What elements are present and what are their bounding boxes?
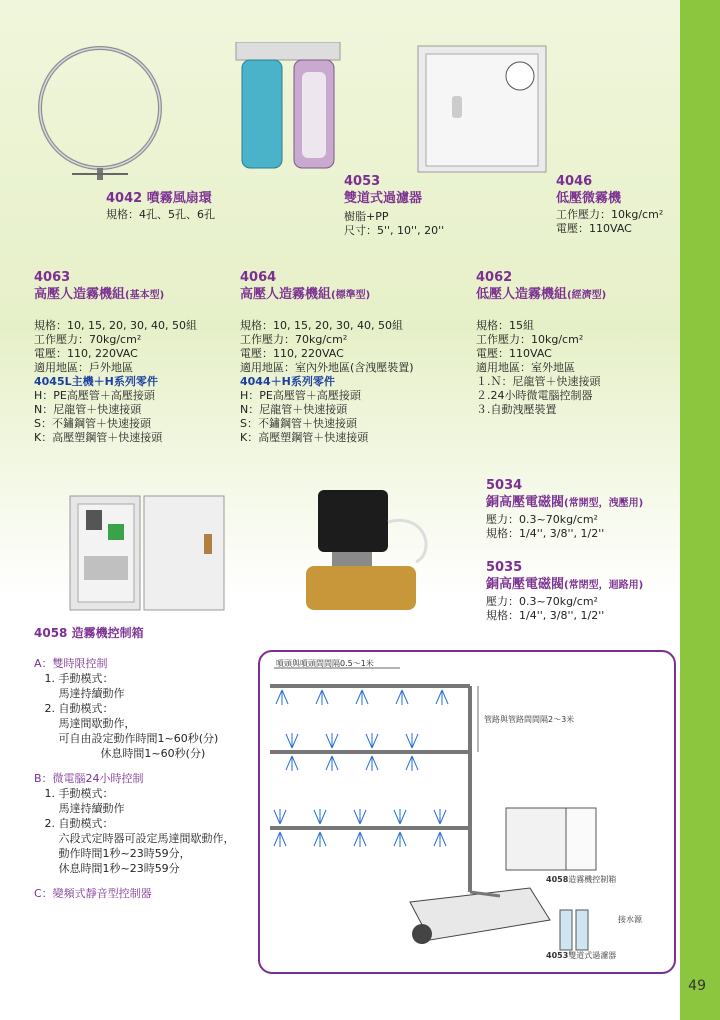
product-4046-code: 4046: [556, 174, 593, 189]
product-4064-spec: 規格：10, 15, 20, 30, 40, 50組: [240, 319, 403, 332]
controller-line: 休息時間1~60秒(分): [34, 747, 206, 760]
product-4042-spec: 規格：4孔、5孔、6孔: [106, 208, 215, 221]
control-box-image: [66, 494, 228, 616]
controller-line: 可自由設定動作時間1~60秒(分): [34, 732, 219, 745]
fan-ring-image: [32, 40, 172, 190]
product-4063-title: 高壓人造霧機組(基本型): [34, 287, 165, 302]
product-4064-spec: 工作壓力：70kg/cm²: [240, 333, 348, 346]
controller-line: 1. 手動模式：: [34, 672, 114, 685]
controller-line: 馬達間歇動作，: [34, 717, 136, 730]
product-4042-title: 4042 噴霧風扇環: [106, 191, 212, 206]
page-number: 49: [688, 978, 706, 994]
mist-sprays: [274, 690, 448, 847]
controller-line: 馬達持續動作: [34, 802, 125, 815]
product-4062-spec: 適用地區：室外地區: [476, 361, 575, 374]
product-4063-spec: 電壓：110, 220VAC: [34, 347, 138, 360]
product-5034-title: 銅高壓電磁閥(常開型，洩壓用): [486, 495, 644, 510]
product-4062-title: 低壓人造霧機組(經濟型): [476, 287, 607, 302]
product-5035-block: [486, 560, 676, 623]
controller-section-heading: C：變頻式靜音型控制器: [34, 887, 152, 900]
product-4063-spec: 工作壓力：70kg/cm²: [34, 333, 142, 346]
product-4063-spec: 適用地區：戶外地區: [34, 361, 133, 374]
product-4062-spec: ２.24小時微電腦控制器: [476, 389, 593, 402]
product-4053-code: 4053: [344, 174, 381, 189]
product-4046-spec-2: 電壓：110VAC: [556, 222, 632, 235]
product-4046-spec-1: 工作壓力：10kg/cm²: [556, 208, 664, 221]
product-4064-title: 高壓人造霧機組(標準型): [240, 287, 371, 302]
installation-diagram: [258, 650, 676, 974]
product-4064-part: S：不鏽鋼管＋快速接頭: [240, 417, 357, 430]
control-box-label: 4058造霧機控制箱: [546, 875, 617, 884]
product-4062-spec: 工作壓力：10kg/cm²: [476, 333, 584, 346]
product-5035-title: 銅高壓電磁閥(常閉型，迴路用): [486, 577, 644, 592]
controller-line: [34, 761, 256, 771]
product-5034-block: [486, 478, 676, 541]
product-5034-spec: 規格：1/4'', 3/8'', 1/2'': [486, 527, 605, 540]
controller-line: 六段式定時器可設定馬達間歇動作，: [34, 832, 235, 845]
product-4053-spec-1: 樹脂+PP: [344, 210, 389, 223]
side-color-strip: [680, 0, 720, 1020]
product-4046-title: 低壓微霧機: [556, 191, 622, 206]
controller-section-heading: B：微電腦24小時控制: [34, 772, 144, 785]
product-4064-part: H：PE高壓管＋高壓接頭: [240, 389, 361, 402]
controller-line: [34, 876, 256, 886]
filter-label: 4053雙道式過濾器: [546, 951, 617, 960]
solenoid-valve-image: [296, 482, 446, 622]
nozzle-spacing-label: 噴頭與噴頭間間隔0.5～1米: [276, 659, 374, 668]
product-5034-spec: 壓力：0.3~70kg/cm²: [486, 513, 598, 526]
dual-filter-image: [230, 42, 350, 177]
controller-line: 動作時間1秒~23時59分，: [34, 847, 191, 860]
mist-cabinet-image: [416, 40, 552, 175]
product-4063-spec: 規格：10, 15, 20, 30, 40, 50組: [34, 319, 197, 332]
product-4063-part: N：尼龍管＋快速接頭: [34, 403, 142, 416]
product-5035-spec: 壓力：0.3~70kg/cm²: [486, 595, 598, 608]
controller-line: 馬達持續動作: [34, 687, 125, 700]
product-4062-code: 4062: [476, 270, 513, 285]
product-4062-spec: ３.自動洩壓裝置: [476, 403, 557, 416]
controller-title: 4058 造霧機控制箱: [34, 626, 144, 640]
product-4062-spec: 電壓：110VAC: [476, 347, 552, 360]
product-4063-part: K：高壓塑鋼管＋快速接頭: [34, 431, 163, 444]
water-source-label: 接水源: [618, 915, 642, 924]
product-5035-spec: 規格：1/4'', 3/8'', 1/2'': [486, 609, 605, 622]
product-4064-code: 4064: [240, 270, 277, 285]
product-4062-spec: 規格：15組: [476, 319, 534, 332]
product-4064-part: K：高壓塑鋼管＋快速接頭: [240, 431, 369, 444]
product-4064-spec: 適用地區：室內外地區(含洩壓裝置): [240, 361, 414, 374]
controller-line: 2. 自動模式：: [34, 817, 114, 830]
product-4062-block: [476, 270, 676, 417]
pipe-layout-drawing: [260, 652, 674, 972]
product-4063-block: [34, 270, 234, 445]
product-5034-code: 5034: [486, 478, 523, 493]
product-4064-spec: 電壓：110, 220VAC: [240, 347, 344, 360]
product-4064-block: [240, 270, 470, 445]
controller-line: 休息時間1秒~23時59分: [34, 862, 180, 875]
controller-line: 1. 手動模式：: [34, 787, 114, 800]
product-4053-spec-2: 尺寸：5'', 10'', 20'': [344, 224, 445, 237]
controller-section-heading: A：雙時限控制: [34, 657, 108, 670]
product-4063-parts-header: 4045L主機＋H系列零件: [34, 375, 158, 388]
product-4063-part: H：PE高壓管＋高壓接頭: [34, 389, 155, 402]
product-4063-part: S：不鏽鋼管＋快速接頭: [34, 417, 151, 430]
product-5035-code: 5035: [486, 560, 523, 575]
product-4064-parts-header: 4044＋H系列零件: [240, 375, 335, 388]
controller-line: 2. 自動模式：: [34, 702, 114, 715]
product-4063-code: 4063: [34, 270, 71, 285]
controller-description: [34, 656, 256, 901]
product-4062-spec: １.Ｎ：尼龍管＋快速接頭: [476, 375, 601, 388]
product-4053-title: 雙道式過濾器: [344, 191, 423, 206]
product-4064-part: N：尼龍管＋快速接頭: [240, 403, 348, 416]
pipe-spacing-label: 管路與管路間間隔2～3米: [484, 715, 575, 724]
